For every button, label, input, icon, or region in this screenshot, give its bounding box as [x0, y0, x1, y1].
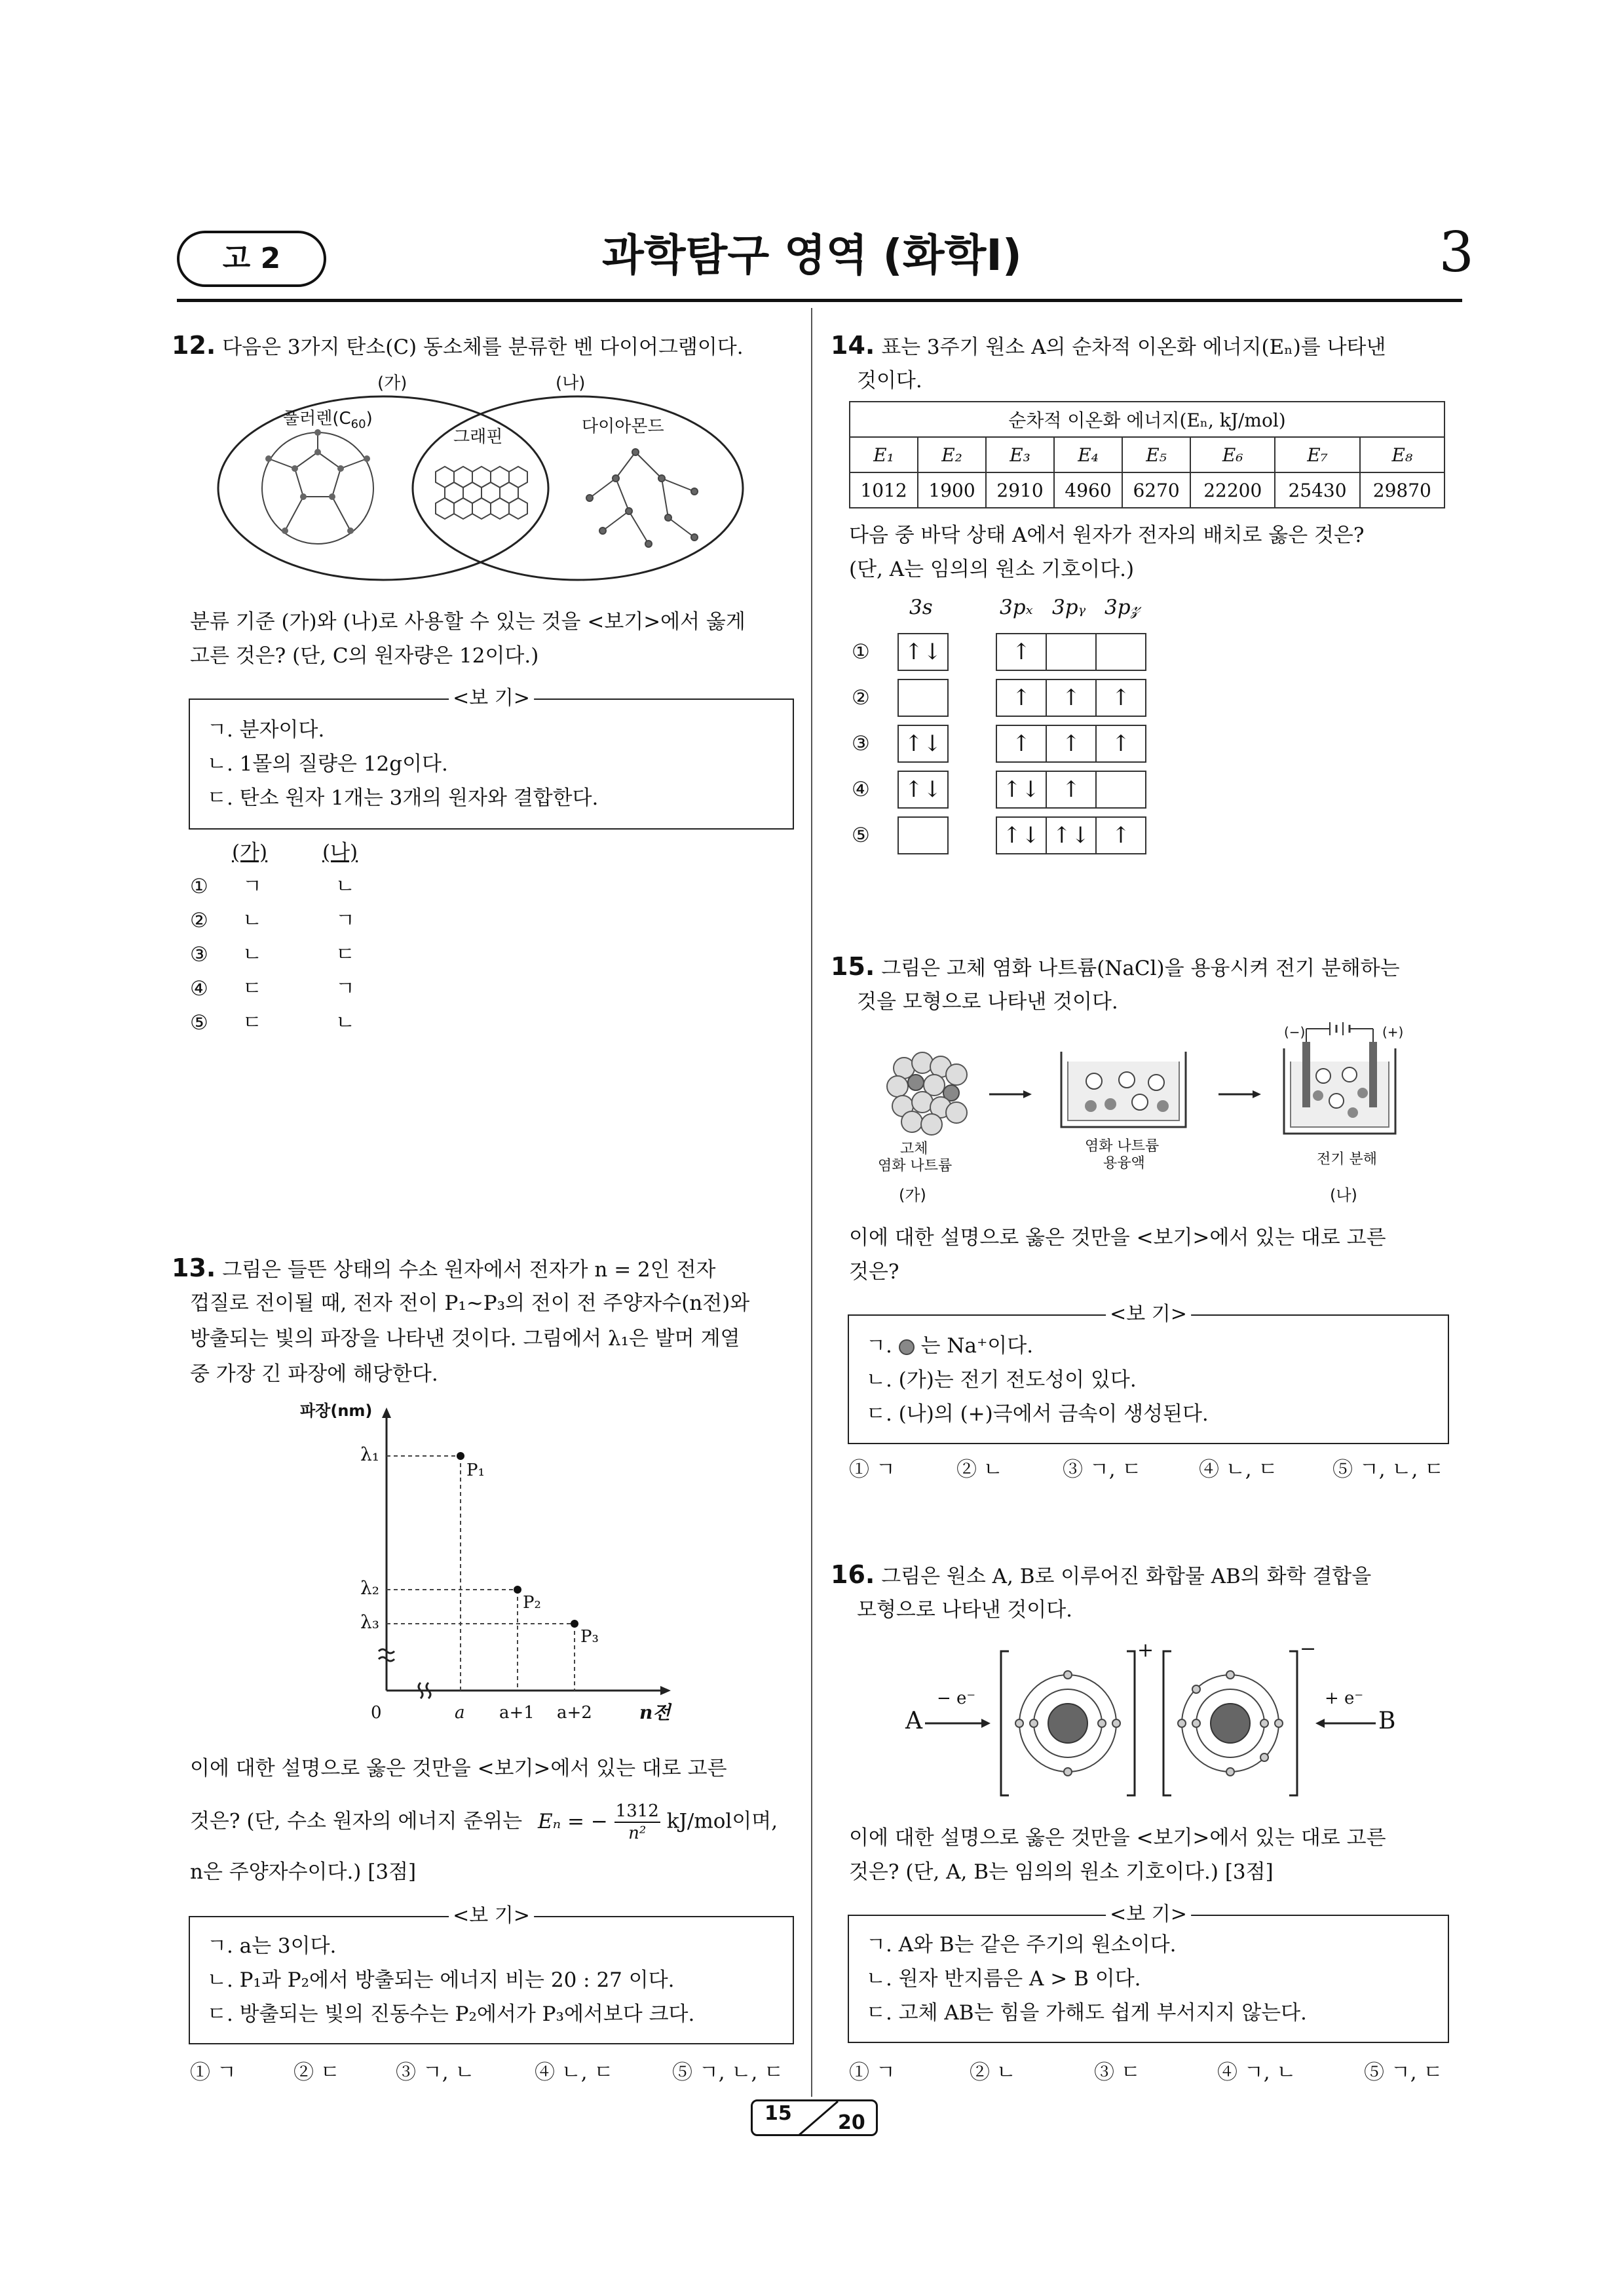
q15-bogi-box	[848, 1303, 1449, 1444]
fig-label-na: (나)	[1330, 1186, 1357, 1204]
graphene-sheet-icon	[436, 467, 527, 519]
minus-electron-label: − e⁻	[937, 1689, 976, 1708]
choice-ga: ㄴ	[242, 943, 262, 966]
q12-choice-5[interactable]	[190, 1005, 355, 1041]
choice-na: ㄷ	[335, 943, 355, 966]
header-rule	[177, 299, 1462, 302]
graph-point-label-3: P₃	[580, 1627, 599, 1647]
q16-question-1: 이에 대한 설명으로 옳은 것만을 <보기>에서 있는 대로 고른	[849, 1826, 1386, 1850]
current-page: 15	[765, 2102, 792, 2125]
ie-value: 29870	[1360, 472, 1445, 508]
fig-solid-2: 염화 나트륨	[878, 1158, 953, 1174]
ie-header: E₆	[1190, 437, 1275, 472]
graph-lambda-3: λ₃	[360, 1611, 379, 1633]
q12-bogi-3: ㄷ. 탄소 원자 1개는 3개의 원자와 결합한다.	[207, 786, 599, 810]
orbital-cell	[1046, 633, 1097, 671]
ie-header: E₄	[1054, 437, 1122, 472]
q12-choice-4[interactable]	[190, 971, 355, 1006]
orbital-choice-2-no[interactable]: ②	[852, 686, 870, 710]
q16-answer-4[interactable]: ④ ㄱ, ㄴ	[1217, 2061, 1296, 2084]
gray-ion-icon	[899, 1339, 915, 1355]
point-p3	[571, 1620, 578, 1628]
orbital-cell: ↑↓	[897, 725, 949, 763]
q13-question-3: n은 주양자수이다.) [3점]	[190, 1860, 417, 1884]
q13-question-1: 이에 대한 설명으로 옳은 것만을 <보기>에서 있는 대로 고른	[190, 1757, 727, 1780]
q16-line-1-text: 그림은 원소 A, B로 이루어진 화합물 AB의 화학 결합을	[881, 1565, 1372, 1588]
q13-answer-2[interactable]: ② ㄷ	[293, 2061, 340, 2084]
q15-answer-2[interactable]: ② ㄴ	[956, 1458, 1003, 1482]
q15-number: 15.	[831, 952, 875, 981]
ie-table-title: 순차적 이온화 에너지(Eₙ, kJ/mol)	[850, 402, 1445, 437]
choice-ga: ㄷ	[242, 1011, 262, 1035]
q15-answer-4[interactable]: ④ ㄴ, ㄷ	[1199, 1458, 1278, 1482]
grade-text: 고 2	[222, 242, 281, 275]
q13-answer-1[interactable]: ① ㄱ	[190, 2061, 236, 2084]
formula-denominator: n²	[628, 1824, 647, 1843]
q16-answer-5[interactable]: ⑤ ㄱ, ㄷ	[1364, 2061, 1443, 2084]
q15-question-1: 이에 대한 설명으로 옳은 것만을 <보기>에서 있는 대로 고른	[849, 1226, 1386, 1250]
fig-melt-1: 염화 나트륨	[1085, 1138, 1160, 1155]
graph-x-0: 0	[371, 1703, 382, 1723]
graph-lambda-1: λ₁	[360, 1444, 379, 1465]
ie-value: 6270	[1122, 472, 1190, 508]
bogi1-pre: ㄱ.	[866, 1334, 892, 1358]
q12-bogi-title: <보 기>	[449, 684, 534, 713]
q13-bogi-title: <보 기>	[449, 1902, 534, 1930]
graph-x-a1: a+1	[499, 1703, 535, 1723]
electrode-plus-label: (+)	[1382, 1024, 1404, 1040]
page-counter	[751, 2099, 878, 2136]
q13-bogi-2: ㄴ. P₁과 P₂에서 방출되는 에너지 비는 20 : 27 이다.	[207, 1968, 675, 1992]
fig-elec: 전기 분해	[1317, 1151, 1378, 1168]
choice-no: ①	[190, 875, 208, 898]
ie-value: 22200	[1190, 472, 1275, 508]
q16-line-1	[831, 1557, 1371, 1594]
q12-question-1: 분류 기준 (가)와 (나)로 사용할 수 있는 것을 <보기>에서 옳게	[190, 610, 746, 634]
q15-answer-1[interactable]: ① ㄱ	[849, 1458, 896, 1482]
graph-x-a2: a+2	[557, 1703, 592, 1723]
q12-stem	[172, 328, 744, 365]
orbital-cell: ↑	[1095, 725, 1146, 763]
diamond-label: 다이아몬드	[582, 417, 664, 436]
orbital-cell	[897, 679, 949, 717]
orbital-cell: ↑	[996, 633, 1047, 671]
ie-value: 25430	[1275, 472, 1359, 508]
q12-bogi-2: ㄴ. 1몰의 질량은 12g이다.	[207, 752, 448, 776]
choice-ga: ㄴ	[242, 909, 262, 932]
fig-melt-2: 용융액	[1103, 1155, 1145, 1172]
orbital-cell	[1095, 633, 1146, 671]
choice-na: ㄱ	[335, 977, 355, 1001]
q12-number: 12.	[172, 331, 216, 360]
q15-bogi-title: <보 기>	[1106, 1300, 1191, 1329]
ie-header: E₇	[1275, 437, 1359, 472]
ie-header: E₂	[918, 437, 986, 472]
q16-bogi-title: <보 기>	[1106, 1900, 1191, 1929]
q12-choice-1[interactable]	[190, 869, 355, 904]
orbital-cell: ↑	[1046, 725, 1097, 763]
anion-atom-icon	[1178, 1671, 1283, 1776]
q16-number: 16.	[831, 1560, 875, 1589]
graphene-label: 그래핀	[453, 427, 503, 447]
q15-question-2: 것은?	[849, 1260, 899, 1284]
atom-label-B: B	[1378, 1708, 1396, 1734]
orbital-label-3py: 3pᵧ	[1052, 596, 1086, 619]
fullerene-label	[283, 408, 373, 436]
graph-point-label-1: P₁	[466, 1461, 485, 1480]
choice-no: ④	[190, 977, 208, 1001]
q15-electrolysis-figure	[865, 1022, 1441, 1212]
choice-no: ②	[190, 909, 208, 932]
q13-answer-3[interactable]: ③ ㄱ, ㄴ	[396, 2061, 475, 2084]
q16-answer-1[interactable]: ① ㄱ	[849, 2061, 896, 2084]
choice-ga: ㄱ	[242, 875, 262, 898]
graph-lambda-2: λ₂	[360, 1577, 379, 1599]
ie-header: E₃	[986, 437, 1054, 472]
q15-answer-5[interactable]: ⑤ ㄱ, ㄴ, ㄷ	[1332, 1458, 1445, 1482]
ie-header: E₅	[1122, 437, 1190, 472]
choice-na: ㄴ	[335, 875, 355, 898]
q13-q2b: kJ/mol이며,	[666, 1809, 778, 1833]
orbital-choice-1-no[interactable]: ①	[852, 640, 870, 664]
choice-no: ③	[190, 943, 208, 966]
graph-y-label: 파장(nm)	[300, 1402, 373, 1420]
q12-bogi-1: ㄱ. 분자이다.	[207, 718, 325, 742]
q15-bogi-3: ㄷ. (나)의 (+)극에서 금속이 생성된다.	[866, 1402, 1209, 1426]
fullerene-molecule-icon	[262, 429, 373, 544]
total-pages: 20	[838, 2111, 865, 2134]
graph-point-label-2: P₂	[523, 1593, 541, 1613]
q15-bogi-1	[866, 1329, 1033, 1363]
q13-number: 13.	[172, 1253, 216, 1282]
q16-question-2: 것은? (단, A, B는 임의의 원소 기호이다.) [3점]	[849, 1860, 1274, 1884]
cation-atom-icon	[1015, 1671, 1120, 1776]
ie-value-row	[850, 472, 1445, 508]
ie-value: 1900	[918, 472, 986, 508]
plus-electron-label: + e⁻	[1325, 1689, 1364, 1708]
q14-line-2: 것이다.	[857, 369, 922, 392]
q13-answer-4[interactable]: ④ ㄴ, ㄷ	[535, 2061, 614, 2084]
q13-line-3: 방출되는 빛의 파장을 나타낸 것이다. 그림에서 λ₁은 발머 계열	[190, 1327, 740, 1350]
bogi1-post: 는 Na⁺이다.	[920, 1334, 1034, 1358]
fig-label-ga: (가)	[899, 1186, 926, 1204]
ie-value: 4960	[1054, 472, 1122, 508]
orbital-cell: ↑	[1095, 679, 1146, 717]
orbital-cell: ↑	[996, 725, 1047, 763]
orbital-cell: ↑↓	[897, 633, 949, 671]
q13-q2a: 것은? (단, 수소 원자의 에너지 준위는	[190, 1809, 523, 1833]
fullerene-sub: 60	[350, 417, 366, 432]
graph-x-axis-label: n전	[639, 1702, 671, 1723]
q13-bogi-1: ㄱ. a는 3이다.	[207, 1934, 337, 1958]
q15-answer-3[interactable]: ③ ㄱ, ㄷ	[1063, 1458, 1142, 1482]
q16-answer-2[interactable]: ② ㄴ	[970, 2061, 1016, 2084]
fullerene-end: )	[366, 409, 373, 429]
formula-lhs: Eₙ = −	[537, 1809, 608, 1833]
q15-line-1-text: 그림은 고체 염화 나트륨(NaCl)을 용융시켜 전기 분해하는	[881, 957, 1400, 980]
page-title: 과학탐구 영역 (화학Ⅰ)	[602, 230, 1022, 280]
q14-question-1: 다음 중 바닥 상태 A에서 원자가 전자의 배치로 옳은 것은?	[849, 524, 1365, 547]
orbital-cell: ↑↓	[996, 816, 1047, 854]
ie-header: E₈	[1360, 437, 1445, 472]
orbital-cell: ↑↓	[1046, 816, 1097, 854]
orbital-choice-5-no[interactable]: ⑤	[852, 824, 870, 847]
q15-line-1	[831, 949, 1400, 986]
q13-line-1	[172, 1250, 715, 1288]
q13-answer-5[interactable]: ⑤ ㄱ, ㄴ, ㄷ	[672, 2061, 784, 2084]
q16-bogi-box	[848, 1903, 1449, 2043]
point-p2	[514, 1586, 521, 1594]
fullerene-text: 풀러렌(C	[283, 409, 351, 429]
q15-bogi-2: ㄴ. (가)는 전기 전도성이 있다.	[866, 1368, 1137, 1392]
q16-ionic-bond-figure	[904, 1638, 1415, 1802]
q13-line-2: 껍질로 전이될 때, 전자 전이 P₁~P₃의 전이 전 주양자수(n전)와	[190, 1292, 750, 1315]
atom-label-A: A	[905, 1708, 922, 1734]
q14-question-2: (단, A는 임의의 원소 기호이다.)	[849, 558, 1135, 581]
q14-number: 14.	[831, 331, 875, 360]
venn-label-na: (나)	[552, 372, 589, 394]
orbital-choice-3-no[interactable]: ③	[852, 732, 870, 756]
ie-header: E₁	[850, 437, 918, 472]
molten-nacl-beaker-icon	[1061, 1052, 1186, 1127]
orbital-label-3px: 3pₓ	[1000, 596, 1033, 619]
q13-line-1-text: 그림은 들뜬 상태의 수소 원자에서 전자가 n = 2인 전자	[222, 1258, 716, 1282]
venn-label-ga: (가)	[373, 372, 411, 394]
orbital-cell: ↑	[1095, 816, 1146, 854]
q12-col-ga: (가)	[232, 841, 268, 864]
fig-solid-1: 고체	[900, 1141, 928, 1157]
orbital-cell: ↑↓	[996, 771, 1047, 809]
orbital-cell	[1095, 771, 1146, 809]
q13-wavelength-graph	[295, 1402, 701, 1730]
q13-bogi-3: ㄷ. 방출되는 빛의 진동수는 P₂에서가 P₃에서보다 크다.	[207, 2002, 695, 2026]
q16-answer-3[interactable]: ③ ㄷ	[1094, 2061, 1141, 2084]
q12-question-2: 고른 것은? (단, C의 원자량은 12이다.)	[190, 644, 539, 668]
graph-x-a: a	[455, 1703, 465, 1723]
q13-bogi-box	[189, 1904, 794, 2044]
q16-bogi-2: ㄴ. 원자 반지름은 A > B 이다.	[866, 1967, 1141, 1991]
ie-value: 2910	[986, 472, 1054, 508]
q14-line-1	[831, 328, 1386, 365]
orbital-label-3s: 3s	[909, 596, 933, 619]
orbital-cell: ↑	[1046, 679, 1097, 717]
choice-no: ⑤	[190, 1011, 208, 1035]
q12-choice-3[interactable]	[190, 937, 355, 972]
diamond-lattice-icon	[586, 449, 698, 547]
q13-line-4: 중 가장 긴 파장에 해당한다.	[190, 1362, 438, 1386]
cation-charge: +	[1137, 1639, 1154, 1662]
orbital-choice-4-no[interactable]: ④	[852, 778, 870, 801]
electrode-minus-label: (−)	[1284, 1024, 1306, 1040]
choice-ga: ㄷ	[242, 977, 262, 1001]
orbital-cell: ↑↓	[897, 771, 949, 809]
orbital-cell: ↑	[996, 679, 1047, 717]
q12-stem-text: 다음은 3가지 탄소(C) 동소체를 분류한 벤 다이어그램이다.	[222, 335, 744, 359]
point-p1	[457, 1452, 464, 1460]
q16-bogi-3: ㄷ. 고체 AB는 힘을 가해도 쉽게 부서지지 않는다.	[866, 2001, 1307, 2025]
q12-choice-2[interactable]	[190, 903, 355, 938]
q12-col-na: (나)	[322, 841, 358, 864]
orbital-cell	[897, 816, 949, 854]
column-divider	[811, 308, 812, 2097]
q15-line-2: 것을 모형으로 나타낸 것이다.	[857, 990, 1118, 1014]
orbital-label-3pz: 3p𝓏	[1105, 596, 1140, 619]
nacl-crystal-icon	[887, 1052, 967, 1135]
orbital-cell: ↑	[1046, 771, 1097, 809]
q16-bogi-1: ㄱ. A와 B는 같은 주기의 원소이다.	[866, 1933, 1177, 1957]
q16-line-2: 모형으로 나타낸 것이다.	[857, 1598, 1073, 1622]
choice-na: ㄴ	[335, 1011, 355, 1035]
formula-numerator: 1312	[614, 1801, 660, 1823]
anion-charge: −	[1300, 1637, 1317, 1660]
ionization-energy-table	[849, 401, 1445, 508]
q12-bogi-box	[189, 687, 794, 830]
ie-header-row	[850, 437, 1445, 472]
q14-line-1-text: 표는 3주기 원소 A의 순차적 이온화 에너지(Eₙ)를 나타낸	[881, 335, 1386, 359]
ie-value: 1012	[850, 472, 918, 508]
formula-fraction	[614, 1801, 660, 1844]
q13-question-2	[190, 1801, 778, 1844]
page-number: 3	[1439, 220, 1474, 284]
choice-na: ㄱ	[335, 909, 355, 932]
